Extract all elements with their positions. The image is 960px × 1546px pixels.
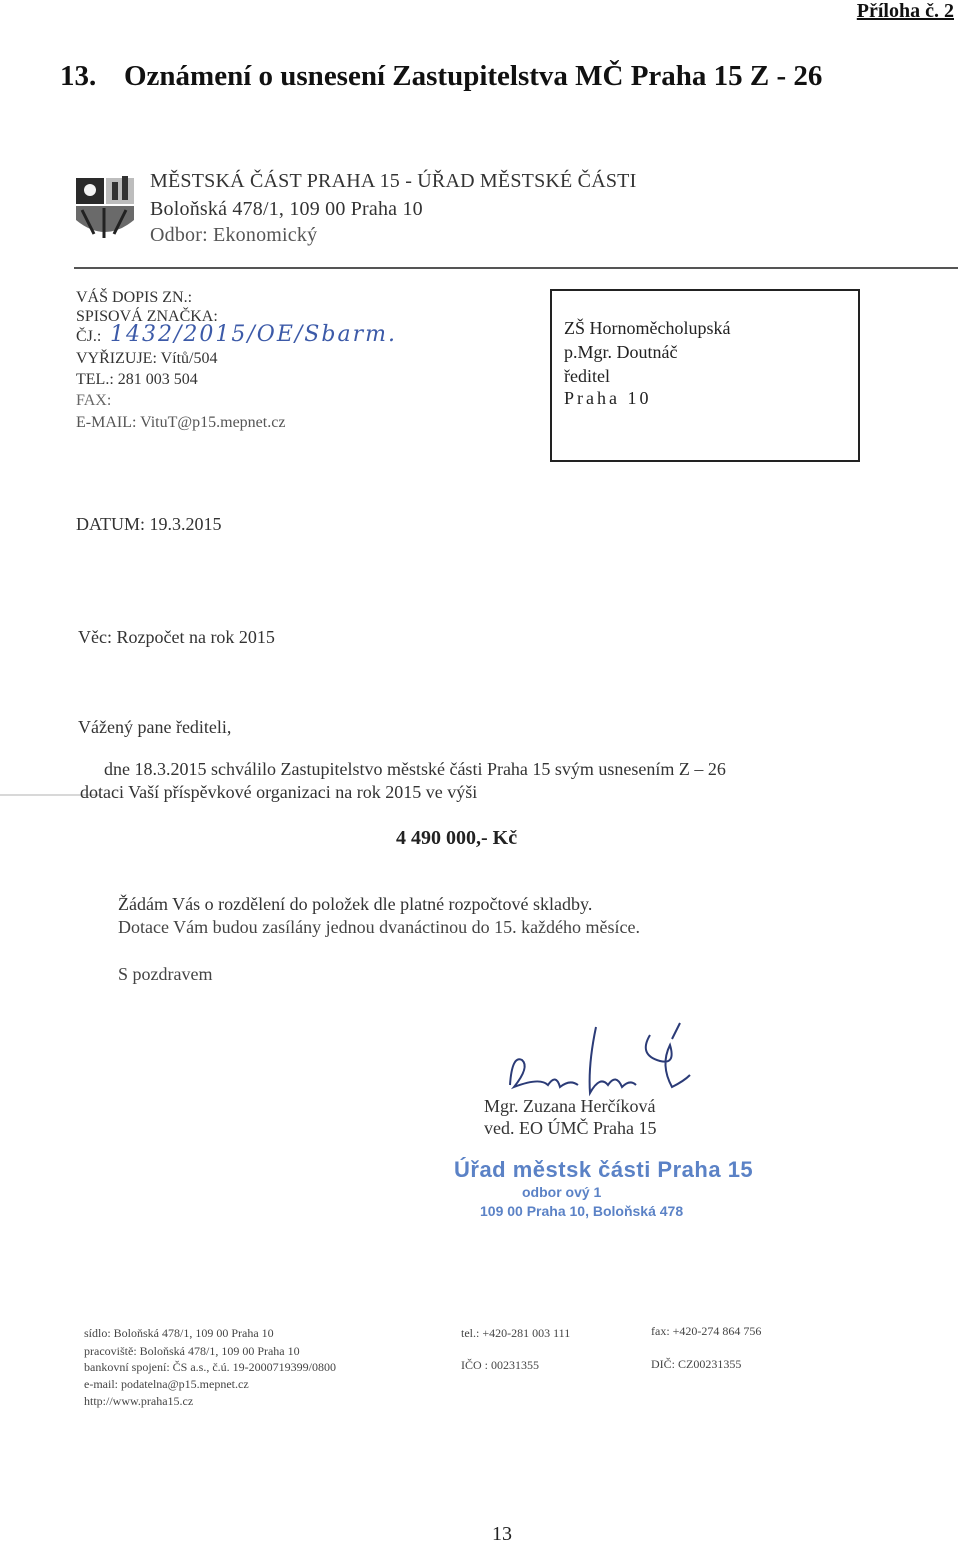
heading-number: 13. [60, 60, 97, 92]
footer-tel: tel.: +420-281 003 111 [461, 1326, 571, 1340]
recipient-line-4: Praha 10 [564, 388, 652, 408]
footer-bank: bankovní spojení: ČS a.s., č.ú. 19-2000719399/0800 [84, 1360, 336, 1374]
signatory-name: Mgr. Zuzana Herčíková [484, 1096, 656, 1116]
letter-paragraph-4: Dotace Vám budou zasílány jednou dvanáctinou do 15. každého měsíce. [118, 917, 641, 937]
footer-sidlo: sídlo: Boloňská 478/1, 109 00 Praha 10 [84, 1326, 274, 1340]
ref-tel: TEL.: 281 003 504 [76, 371, 198, 388]
stamp-line-3: 109 00 Praha 10, Boloňská 478 [480, 1203, 684, 1219]
footer-website: http://www.praha15.cz [84, 1394, 194, 1408]
office-stamp [450, 1157, 754, 1229]
recipient-line-2: p.Mgr. Doutnáč [564, 342, 678, 362]
letterhead-line-1: MĚSTSKÁ ČÁST PRAHA 15 - ÚŘAD MĚSTSKÉ ČÁSTI [150, 170, 637, 192]
ref-vas-dopis: VÁŠ DOPIS ZN.: [76, 289, 193, 306]
footer-pracoviste: pracoviště: Boloňská 478/1, 109 00 Praha 10 [84, 1344, 300, 1358]
footer-dic: DIČ: CZ00231355 [651, 1357, 742, 1371]
letterhead-rule [74, 267, 958, 269]
ref-fax: FAX: [76, 392, 112, 409]
ref-spisova-znacka: SPISOVÁ ZNAČKA: [76, 308, 218, 325]
footer-ico: IČO : 00231355 [461, 1358, 539, 1372]
coat-of-arms-logo [74, 170, 136, 242]
annex-label: Příloha č. 2 [856, 0, 954, 22]
stamp-line-1: Úřad městsk části Praha 15 [454, 1157, 754, 1182]
letterhead-line-2: Boloňská 478/1, 109 00 Praha 10 [150, 198, 423, 220]
handwritten-signature [500, 1015, 710, 1105]
letter-paragraph-2: dotaci Vaší příspěvkové organizaci na rok 2015 ve výši [80, 782, 478, 802]
ref-email: E-MAIL: VituT@p15.mepnet.cz [76, 414, 286, 431]
ref-cj: ČJ.: [76, 328, 102, 345]
page-heading [60, 60, 822, 93]
letter-greeting: Vážený pane řediteli, [78, 717, 232, 737]
recipient-line-3: ředitel [564, 366, 610, 386]
letter-date: DATUM: 19.3.2015 [76, 514, 222, 534]
letter-subject: Věc: Rozpočet na rok 2015 [78, 627, 275, 647]
footer-fax: fax: +420-274 864 756 [651, 1324, 762, 1338]
ref-vyrizuje: VYŘIZUJE: Vítů/504 [76, 350, 218, 367]
page-number: 13 [492, 1523, 512, 1545]
letterhead-line-3: Odbor: Ekonomický [150, 224, 318, 246]
letter-paragraph-3: Žádám Vás o rozdělení do položek dle platné rozpočtové skladby. [118, 894, 593, 914]
footer-email: e-mail: podatelna@p15.mepnet.cz [84, 1377, 249, 1391]
stamp-line-2: odbor ový 1 [522, 1184, 602, 1200]
signatory-title: ved. EO ÚMČ Praha 15 [484, 1118, 657, 1138]
grant-amount: 4 490 000,- Kč [396, 827, 518, 849]
letter-closing: S pozdravem [118, 964, 213, 984]
recipient-line-1: ZŠ Hornoměcholupská [564, 318, 731, 338]
ref-cj-handwritten: 1432/2015/OE/Sbarm. [110, 322, 397, 347]
heading-title: Oznámení o usnesení Zastupitelstva MČ Praha 15 Z - 26 [124, 60, 823, 92]
letter-paragraph-1: dne 18.3.2015 schválilo Zastupitelstvo městské části Praha 15 svým usnesením Z – 26 [104, 759, 726, 779]
